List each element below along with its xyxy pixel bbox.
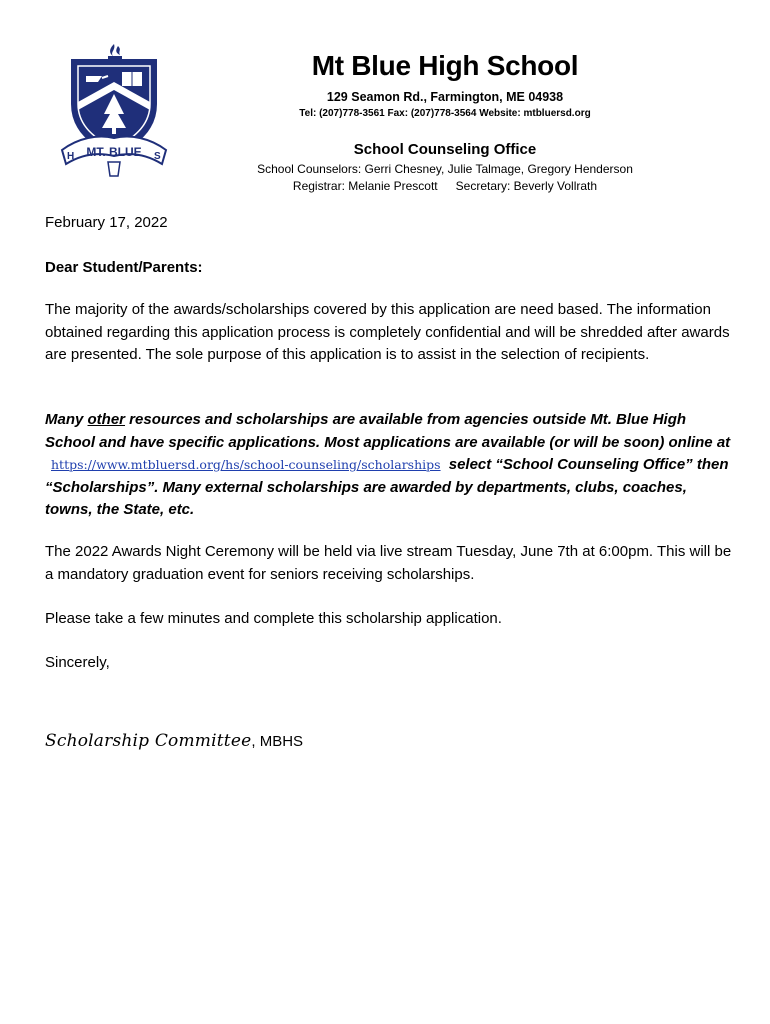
svg-text:S: S [154, 151, 161, 162]
signature-script: Scholarship Committee [45, 731, 252, 751]
letter-closing: Sincerely, [45, 654, 110, 671]
registrar-name: Registrar: Melanie Prescott [292, 179, 438, 193]
secretary-name: Secretary: Beverly Vollrath [455, 179, 598, 193]
svg-text:MT. BLUE: MT. BLUE [86, 145, 142, 159]
paragraph-awards-night: The 2022 Awards Night Ceremony will be held via live stream Tuesday, June 7th at 6:00pm. This will be a mandatory graduation event for seniors receiving scholarships. [45, 543, 732, 583]
paragraph-other-resources [45, 409, 735, 522]
school-address: 129 Seamon Rd., Farmington, ME 04938 [326, 90, 564, 104]
signature-org: , MBHS [251, 733, 304, 750]
paragraph-complete-application: Please take a few minutes and complete this scholarship application. [45, 610, 502, 627]
school-contact: Tel: (207)778-3561 Fax: (207)778-3564 Website: mtbluersd.org [299, 108, 591, 119]
registrar-line [190, 179, 700, 193]
para2-underlined: other [87, 411, 126, 428]
office-name: School Counseling Office [353, 141, 537, 158]
letter-date: February 17, 2022 [45, 214, 168, 231]
paragraph-need-based: The majority of the awards/scholarships covered by this application are need based. The information obtained regarding this application process is completely confidential and will be shredded after awards are presented. The sole purpose of this application is to assist in the selection of recipients. [45, 301, 730, 363]
para2-text-c: select “School Counseling Office” then “Scholarships”. Many external scholarships are awarded by departments, clubs, coaches, towns, the State, etc. [45, 456, 729, 518]
signature [45, 730, 735, 754]
svg-text:H: H [67, 151, 75, 162]
letter-salutation: Dear Student/Parents: [45, 259, 203, 276]
counselors-line: School Counselors: Gerri Chesney, Julie Talmage, Gregory Henderson [257, 162, 633, 176]
school-crest-logo [58, 42, 170, 180]
scholarships-link[interactable]: https://www.mtbluersd.org/hs/school-counseling/scholarships [51, 457, 441, 472]
para2-text-b: resources and scholarships are available from agencies outside Mt. Blue High School and have specific applications. Most applications are available (or will be soon) online at [45, 411, 731, 451]
school-name: Mt Blue High School [311, 50, 579, 81]
para2-text-a: Many [45, 411, 88, 428]
